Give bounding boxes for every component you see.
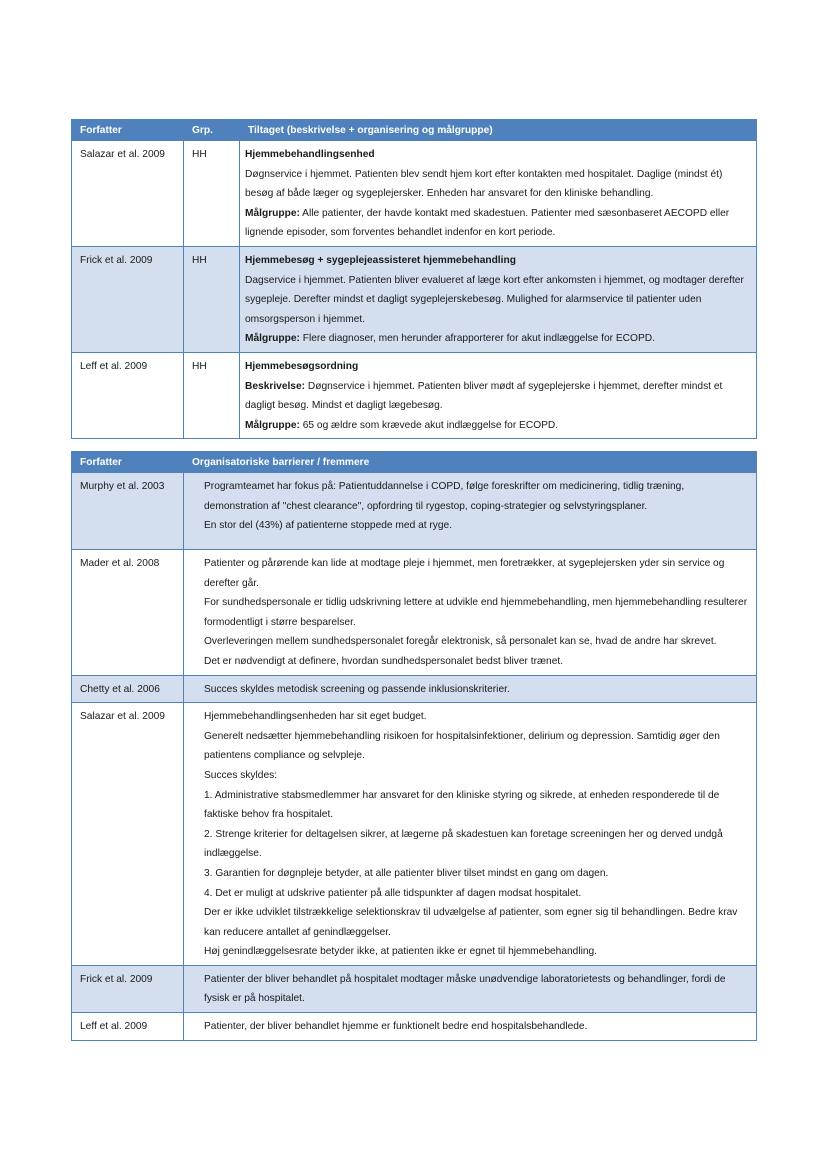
barrier-cell	[184, 675, 757, 703]
barrier-line: Generelt nedsætter hjemmebehandling risikoen for hospitalsinfektioner, delirium og depression. Samtidig øger den patientens compliance og selvpleje.	[204, 730, 720, 762]
group-cell: HH	[184, 246, 240, 352]
description-cell	[240, 246, 757, 352]
barriers-table	[71, 451, 757, 1041]
barrier-cell	[184, 965, 757, 1012]
barrier-line: Patienter og pårørende kan lide at modtage pleje i hjemmet, men foretrækker, at sygeplejersken yder sin service og derefter går.	[204, 558, 725, 589]
target-text: Flere diagnoser, men herunder afrapporterer for akut indlæggelse for ECOPD.	[299, 333, 655, 345]
target-label: Målgruppe:	[245, 333, 300, 345]
target-group	[245, 204, 748, 243]
barrier-line: Patienter, der bliver behandlet hjemme er funktionelt bedre end hospitalsbehandlede.	[204, 1021, 588, 1033]
table-row	[72, 141, 757, 247]
header-row	[72, 452, 757, 473]
header-group: Grp.	[184, 120, 240, 141]
target-text: 65 og ældre som krævede akut indlæggelse for ECOPD.	[299, 419, 559, 431]
barrier-line: Succes skyldes:	[204, 769, 278, 781]
barrier-cell	[184, 703, 757, 966]
table-row	[72, 965, 757, 1012]
table-row	[72, 1013, 757, 1041]
barrier-line: 3. Garantien for døgnpleje betyder, at alle patienter bliver tilset mindst en gang om dagen.	[204, 867, 609, 879]
author-cell: Salazar et al. 2009	[72, 141, 184, 247]
header-author: Forfatter	[72, 120, 184, 141]
barrier-line: Det er nødvendigt at definere, hvordan sundhedspersonalet bedst bliver trænet.	[204, 655, 564, 667]
author-cell: Murphy et al. 2003	[72, 473, 184, 550]
intervention-title: Hjemmebesøg + sygeplejeassisteret hjemmebehandling	[245, 254, 516, 266]
barrier-line: En stor del (43%) af patienterne stoppede med at ryge.	[204, 520, 453, 532]
barrier-line: Overleveringen mellem sundhedspersonalet foregår elektronisk, så personalet kan se, hvad de andre har skrevet.	[204, 636, 717, 648]
header-author: Forfatter	[72, 452, 184, 473]
barrier-line: Høj genindlæggelsesrate betyder ikke, at patienten ikke er egnet til hjemmebehandling.	[204, 946, 598, 958]
table-row	[72, 703, 757, 966]
target-text: Alle patienter, der havde kontakt med skadestuen. Patienter med sæsonbaseret AECOPD eller lignende episoder, som forventes behandlet indenfor en kort periode.	[245, 207, 730, 239]
author-cell: Leff et al. 2009	[72, 1013, 184, 1041]
barrier-line: Der er ikke udviklet tilstrækkelige selektionskrav til udvælgelse af patienter, som egner sig til behandlingen. Bedre krav kan reducere antallet af genindlæggelser.	[204, 907, 738, 938]
barrier-line: For sundhedspersonale er tidlig udskrivning lettere at udvikle end hjemmebehandling, men hjemmebehandling resulterer formodentligt i større besparelser.	[204, 597, 748, 628]
barrier-cell	[184, 473, 757, 550]
barrier-line: Succes skyldes metodisk screening og passende inklusionskriterier.	[204, 683, 510, 695]
description-cell	[240, 352, 757, 438]
barrier-cell	[184, 550, 757, 676]
intervention-title: Hjemmebehandlingsenhed	[245, 149, 375, 160]
author-cell: Frick et al. 2009	[72, 246, 184, 352]
table-row	[72, 473, 757, 550]
description-body: Døgnservice i hjemmet. Patienten bliver mødt af sygeplejerske i hjemmet, derefter mindst et dagligt besøg. Mindst et dagligt lægebesøg.	[245, 380, 723, 412]
target-group	[245, 329, 748, 349]
table-row	[72, 352, 757, 438]
intervention-table	[71, 119, 757, 439]
target-label: Målgruppe:	[245, 419, 300, 431]
intervention-title: Hjemmebesøgsordning	[245, 360, 359, 372]
description-text	[245, 377, 748, 416]
author-cell: Leff et al. 2009	[72, 352, 184, 438]
table-row	[72, 675, 757, 703]
table-row	[72, 246, 757, 352]
barrier-line: Patienter der bliver behandlet på hospitalet modtager måske unødvendige laboratorietests og behandlinger, fordi de fysisk er på hospitalet.	[204, 973, 726, 1005]
description-label: Beskrivelse:	[245, 380, 306, 392]
header-barriers: Organisatoriske barrierer / fremmere	[184, 452, 757, 473]
author-cell: Salazar et al. 2009	[72, 703, 184, 966]
description-text: Dagservice i hjemmet. Patienten bliver evalueret af læge kort efter ankomsten i hjemmet, og modtager derefter sygepleje. Derefter mindst et dagligt sygeplejerskebesøg. Mulighed for alarmservice til patienter uden omsorgsperson i hjemmet.	[245, 274, 744, 325]
group-cell: HH	[184, 352, 240, 438]
barrier-line: 1. Administrative stabsmedlemmer har ansvaret for den kliniske styring og sikrede, at enheden responderede til de faktiske behov fra hospitalet.	[204, 789, 720, 821]
author-cell: Mader et al. 2008	[72, 550, 184, 676]
table-row	[72, 550, 757, 676]
group-cell: HH	[184, 141, 240, 247]
barrier-cell	[184, 1013, 757, 1041]
header-description: Tiltaget (beskrivelse + organisering og målgruppe)	[240, 120, 757, 141]
target-group	[245, 416, 748, 436]
barrier-line: Programteamet har fokus på: Patientuddannelse i COPD, følge foreskrifter om medicinering, tidlig træning, demonstration af "chest clearance", opfordring til rygestop, coping-strategier og selvstyringsplaner.	[204, 481, 685, 512]
barrier-line: 2. Strenge kriterier for deltagelsen sikrer, at lægerne på skadestuen kan foretage screeningen her og derved undgå indlæggelse.	[204, 828, 723, 860]
barrier-line: 4. Det er muligt at udskrive patienter på alle tidspunkter af dagen modsat hospitalet.	[204, 887, 582, 899]
author-cell: Chetty et al. 2006	[72, 675, 184, 703]
description-cell	[240, 141, 757, 247]
barrier-line: Hjemmebehandlingsenheden har sit eget budget.	[204, 711, 427, 723]
target-label: Målgruppe:	[245, 207, 300, 219]
description-text: Døgnservice i hjemmet. Patienten blev sendt hjem kort efter kontakten med hospitalet. Daglige (mindst ét) besøg af både læger og sygeplejersker. Enheden har ansvaret for den kliniske behandling.	[245, 168, 723, 200]
header-row	[72, 120, 757, 141]
author-cell: Frick et al. 2009	[72, 965, 184, 1012]
